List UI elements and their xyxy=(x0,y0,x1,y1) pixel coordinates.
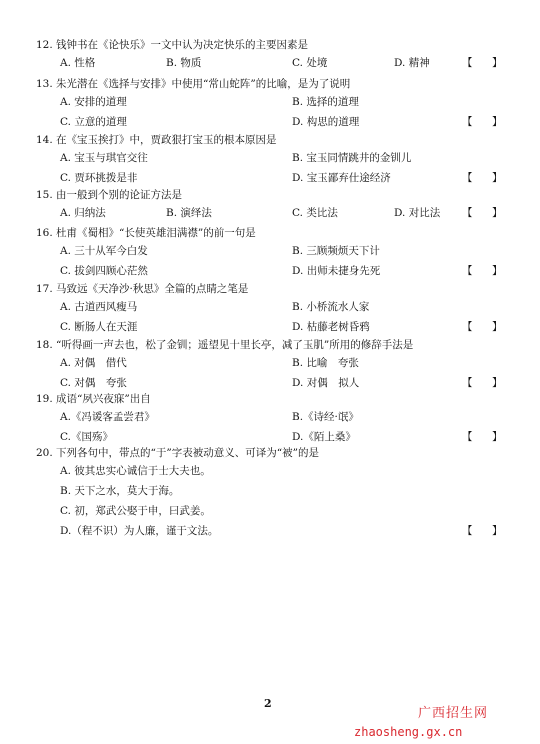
answer-bracket-right: 】 xyxy=(492,431,503,443)
watermark-site-name: 广西招生网 xyxy=(418,706,489,721)
option-c[interactable]: C. 处境 xyxy=(292,57,328,69)
question-block xyxy=(36,79,506,137)
answer-bracket-right: 】 xyxy=(492,207,503,219)
question-stem: 17. 马致远《天净沙·秋思》全篇的点睛之笔是 xyxy=(36,283,249,295)
option-c[interactable]: C. 初，郑武公娶于申，曰武姜。 xyxy=(60,505,211,517)
question-block xyxy=(36,40,506,78)
option-a[interactable]: A. 三十从军今白发 xyxy=(60,245,148,257)
question-stem: 19. 成语“夙兴夜寐”出自 xyxy=(36,393,151,405)
answer-bracket-right: 】 xyxy=(492,377,503,389)
option-b[interactable]: B. 三顾频烦天下计 xyxy=(292,245,380,257)
option-a[interactable]: A. 彼其忠实心诚信于士大夫也。 xyxy=(60,465,211,477)
answer-bracket-right: 】 xyxy=(492,116,503,128)
answer-bracket-right: 】 xyxy=(492,321,503,333)
answer-bracket-left: 【 xyxy=(462,431,473,443)
option-c[interactable]: C. 拔剑四顾心茫然 xyxy=(60,265,148,277)
answer-bracket-left: 【 xyxy=(462,265,473,277)
option-c[interactable]: C. 对偶 夸张 xyxy=(60,377,127,389)
question-stem: 12. 钱钟书在《论快乐》一文中认为决定快乐的主要因素是 xyxy=(36,39,309,51)
answer-bracket-left: 【 xyxy=(462,321,473,333)
question-block xyxy=(36,448,506,546)
option-c[interactable]: C. 立意的道理 xyxy=(60,116,127,128)
options-row xyxy=(36,97,506,117)
question-block xyxy=(36,340,506,398)
answer-bracket-left: 【 xyxy=(462,57,473,69)
option-a[interactable]: A.《冯谖客孟尝君》 xyxy=(60,411,155,423)
option-b[interactable]: B. 天下之水，莫大于海。 xyxy=(60,485,180,497)
option-d[interactable]: D.《陌上桑》 xyxy=(292,431,356,443)
options-row xyxy=(36,58,506,78)
answer-bracket-right: 】 xyxy=(492,172,503,184)
options-row xyxy=(36,466,506,486)
option-a[interactable]: A. 对偶 借代 xyxy=(60,357,127,369)
page-number: 2 xyxy=(264,697,272,710)
option-c[interactable]: C. 断肠人在天涯 xyxy=(60,321,138,333)
option-c[interactable]: C.《国殇》 xyxy=(60,431,113,443)
option-b[interactable]: B. 选择的道理 xyxy=(292,96,359,108)
answer-bracket-left: 【 xyxy=(462,116,473,128)
options-row xyxy=(36,246,506,266)
watermark-site-url: zhaosheng.gx.cn xyxy=(354,725,463,739)
option-d[interactable]: D. 宝玉鄙弃仕途经济 xyxy=(292,172,391,184)
question-stem: 20. 下列各句中，带点的“于”字表被动意义、可译为“被”的是 xyxy=(36,447,320,459)
question-block xyxy=(36,394,506,452)
option-b[interactable]: B. 比喻 夸张 xyxy=(292,357,359,369)
question-stem: 15. 由一般到个别的论证方法是 xyxy=(36,189,183,201)
option-d[interactable]: D. 构思的道理 xyxy=(292,116,360,128)
option-a[interactable]: A. 安排的道理 xyxy=(60,96,127,108)
options-row xyxy=(36,302,506,322)
answer-bracket-left: 【 xyxy=(462,207,473,219)
option-a[interactable]: A. 归纳法 xyxy=(60,207,106,219)
options-row xyxy=(36,358,506,378)
option-b[interactable]: B. 宝玉同情跳井的金钏儿 xyxy=(292,152,412,164)
option-b[interactable]: B. 演绎法 xyxy=(166,207,212,219)
options-row xyxy=(36,506,506,526)
answer-bracket-right: 】 xyxy=(492,265,503,277)
answer-bracket-left: 【 xyxy=(462,377,473,389)
options-row xyxy=(36,526,506,546)
option-a[interactable]: A. 古道西风瘦马 xyxy=(60,301,138,313)
option-d[interactable]: D.（程不识）为人廉，谨于文法。 xyxy=(60,525,219,537)
option-b[interactable]: B. 物质 xyxy=(166,57,202,69)
option-c[interactable]: C. 贾环挑拨是非 xyxy=(60,172,138,184)
option-d[interactable]: D. 对偶 拟人 xyxy=(292,377,360,389)
answer-bracket-left: 【 xyxy=(462,172,473,184)
question-stem: 18. “听得画一声去也，松了金钏；遥望见十里长亭，减了玉肌”所用的修辞手法是 xyxy=(36,339,414,351)
option-b[interactable]: B.《诗经·氓》 xyxy=(292,411,359,423)
option-a[interactable]: A. 宝玉与琪官交往 xyxy=(60,152,148,164)
option-d[interactable]: D. 出师未捷身先死 xyxy=(292,265,381,277)
option-c[interactable]: C. 类比法 xyxy=(292,207,338,219)
question-stem: 14. 在《宝玉挨打》中，贾政狠打宝玉的根本原因是 xyxy=(36,134,277,146)
option-b[interactable]: B. 小桥流水人家 xyxy=(292,301,370,313)
option-a[interactable]: A. 性格 xyxy=(60,57,96,69)
question-block xyxy=(36,284,506,342)
options-row xyxy=(36,208,506,228)
answer-bracket-left: 【 xyxy=(462,525,473,537)
option-d[interactable]: D. 对比法 xyxy=(394,207,441,219)
options-row xyxy=(36,153,506,173)
question-stem: 16. 杜甫《蜀相》“长使英雄泪满襟”的前一句是 xyxy=(36,227,256,239)
options-row xyxy=(36,486,506,506)
answer-bracket-right: 】 xyxy=(492,525,503,537)
options-row xyxy=(36,412,506,432)
question-stem: 13. 朱光潜在《选择与安排》中使用“常山蛇阵”的比喻，是为了说明 xyxy=(36,78,351,90)
option-d[interactable]: D. 精神 xyxy=(394,57,430,69)
question-block xyxy=(36,135,506,193)
option-d[interactable]: D. 枯藤老树昏鸦 xyxy=(292,321,370,333)
answer-bracket-right: 】 xyxy=(492,57,503,69)
question-block xyxy=(36,190,506,228)
question-block xyxy=(36,228,506,286)
